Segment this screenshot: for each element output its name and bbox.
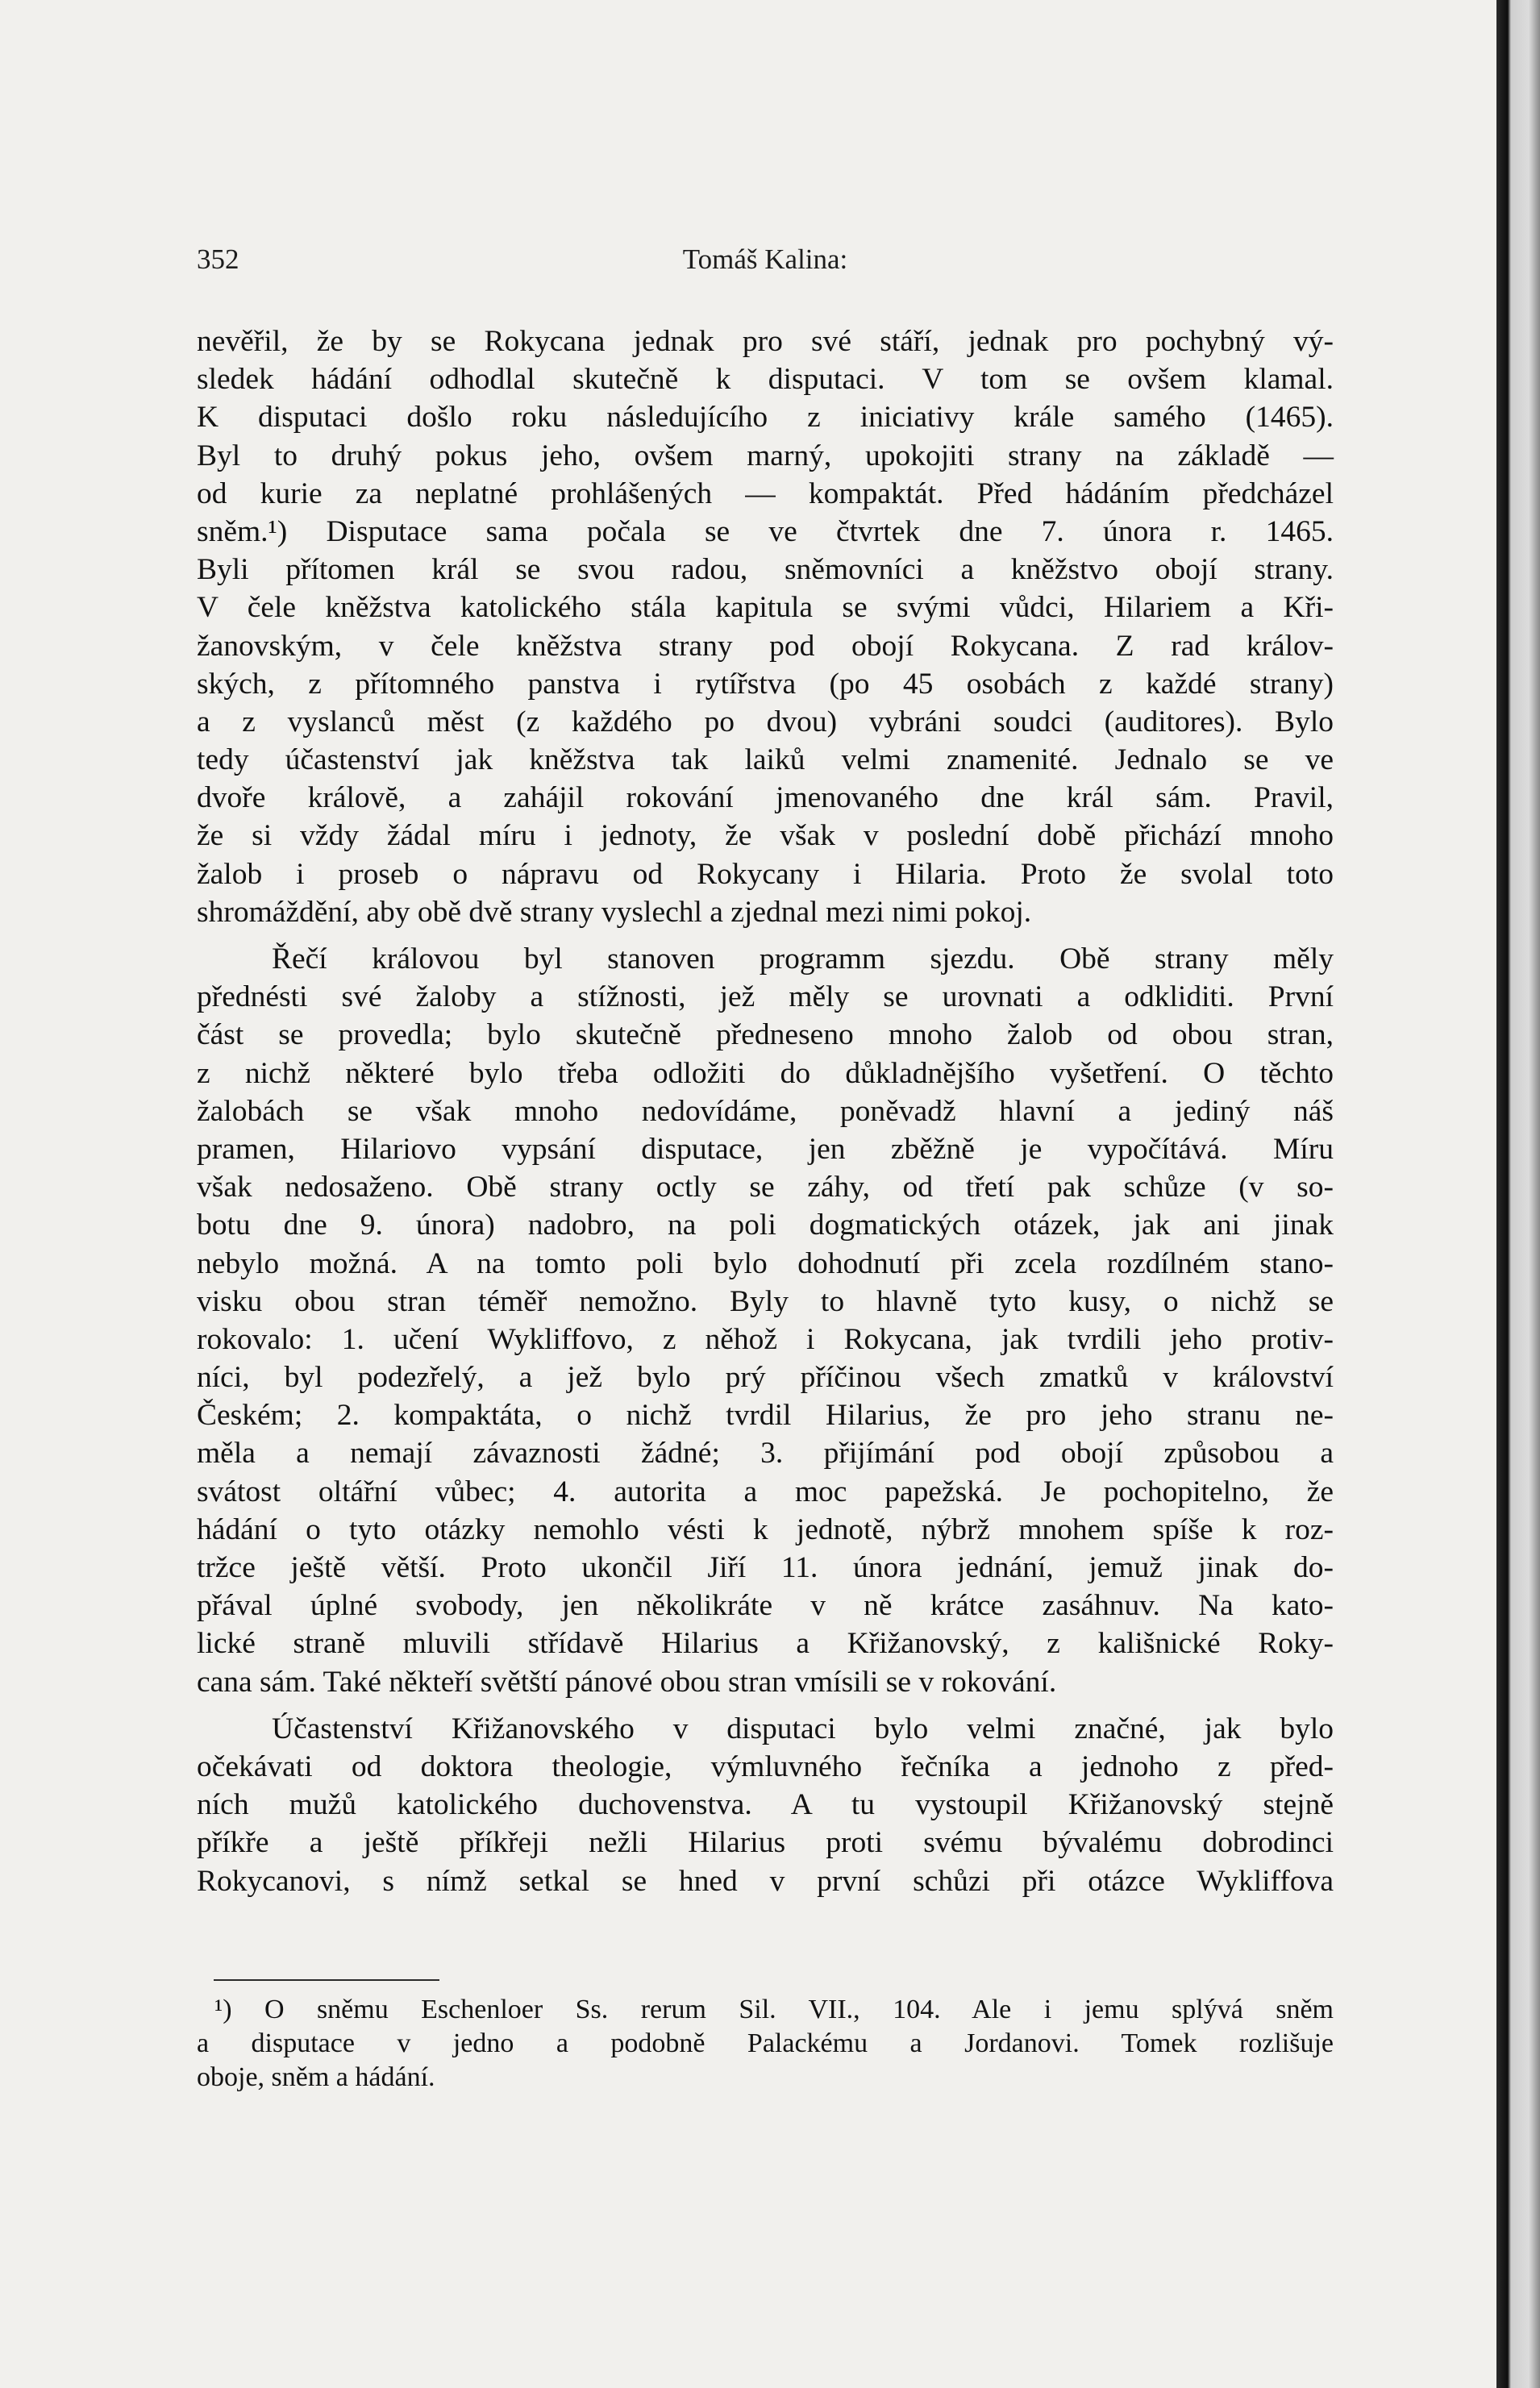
text-line: Rokycanovi, s nímž setkal se hned v první schůzi při otázce Wykliffova xyxy=(197,1864,1334,1898)
footnote-rule xyxy=(214,1979,439,1981)
text-line: lické straně mluvili střídavě Hilarius a Křižanovský, z kališnické Roky- xyxy=(197,1627,1334,1661)
text-line: dvoře královĕ, a zahájil rokování jmenovaného dne král sám. Pravil, xyxy=(197,781,1334,815)
text-line: příkře a ještě příkřeji nežli Hilarius proti svému bývalému dobrodinci xyxy=(197,1826,1334,1860)
text-line: pramen, Hilariovo vypsání disputace, jen zběžně je vypočítává. Míru xyxy=(197,1132,1334,1166)
text-line: od kurie za neplatné prohlášených — kompaktát. Před hádáním předcházel xyxy=(197,476,1334,510)
text-line: sněm.¹) Disputace sama počala se ve čtvrtek dne 7. února r. 1465. xyxy=(197,514,1334,548)
text-line: z nichž některé bylo třeba odložiti do důkladnějšího vyšetření. O těchto xyxy=(197,1056,1334,1090)
text-line: V čele kněžstva katolického stála kapitula se svými vůdci, Hilariem a Kři- xyxy=(197,591,1334,625)
text-line: však nedosaženo. Obě strany octly se záhy, od třetí pak schůze (v so- xyxy=(197,1171,1334,1204)
footnote-line: a disputace v jedno a podobně Palackému a Jordanovi. Tomek rozlišuje xyxy=(197,2028,1334,2058)
text-line: tedy účastenství jak kněžstva tak laiků velmi znamenité. Jednalo se ve xyxy=(197,743,1334,777)
text-line: nebylo možná. A na tomto poli bylo dohodnutí při zcela rozdílném stano- xyxy=(197,1246,1334,1280)
text-line: K disputaci došlo roku následujícího z iniciativy krále samého (1465). xyxy=(197,401,1334,435)
paragraph-1 xyxy=(197,322,1334,931)
text-line: žanovským, v čele kněžstva strany pod obojí Rokycana. Z rad králov- xyxy=(197,629,1334,663)
footnote-line: ¹) O sněmu Eschenloer Ss. rerum Sil. VII., 104. Ale i jemu splývá sněm xyxy=(214,1995,1334,2024)
text-line: níci, byl podezřelý, a jež bylo prý příčinou všech zmatků v království xyxy=(197,1361,1334,1395)
text-line: Řečí královou byl stanoven programm sjezdu. Obě strany měly xyxy=(272,942,1334,976)
text-line: že si vždy žádal míru i jednoty, že však v poslední době přichází mnoho xyxy=(197,819,1334,853)
text-line: Účastenství Křižanovského v disputaci bylo velmi značné, jak bylo xyxy=(272,1712,1334,1745)
page-header xyxy=(197,243,1334,284)
text-line: a z vyslanců měst (z každého po dvou) vybráni soudci (auditores). Bylo xyxy=(197,705,1334,738)
text-line: rokovalo: 1. učení Wykliffovo, z něhož i Rokycana, jak tvrdili jeho protiv- xyxy=(197,1322,1334,1356)
text-line: měla a nemají závaznosti žádné; 3. přijímání pod obojí způsobou a xyxy=(197,1437,1334,1471)
text-line: tržce ještě větší. Proto ukončil Jiří 11. února jednání, jemuž jinak do- xyxy=(197,1551,1334,1584)
text-line: část se provedla; bylo skutečně předneseno mnoho žalob od obou stran, xyxy=(197,1018,1334,1052)
text-line: ských, z přítomného panstva i rytířstva (po 45 osobách z každé strany) xyxy=(197,667,1334,701)
text-line: očekávati od doktora theologie, výmluvného řečníka a jednoho z před- xyxy=(197,1749,1334,1783)
body-text xyxy=(197,322,1334,1900)
text-line: žalob i proseb o nápravu od Rokycany i Hilaria. Proto že svolal toto xyxy=(197,857,1334,891)
paragraph-2 xyxy=(197,940,1334,1701)
text-line: přával úplné svobody, jen několikráte v ně krátce zasáhnuv. Na kato- xyxy=(197,1589,1334,1623)
text-line: svátost oltářní vůbec; 4. autorita a moc papežská. Je pochopitelno, že xyxy=(197,1475,1334,1508)
paragraph-3 xyxy=(197,1710,1334,1900)
text-line: Českém; 2. kompaktáta, o nichž tvrdil Hilarius, že pro jeho stranu ne- xyxy=(197,1399,1334,1433)
text-line: Byli přítomen král se svou radou, sněmovníci a kněžstvo obojí strany. xyxy=(197,553,1334,587)
running-head: Tomáš Kalina: xyxy=(682,243,848,275)
text-line: nevěřil, že by se Rokycana jednak pro své stáří, jednak pro pochybný vý- xyxy=(197,325,1334,358)
text-line: ních mužů katolického duchovenstva. A tu vystoupil Křižanovský stejně xyxy=(197,1788,1334,1822)
text-line: hádání o tyto otázky nemohlo vésti k jednotě, nýbrž mnohem spíše k roz- xyxy=(197,1512,1334,1546)
text-line: Byl to druhý pokus jeho, ovšem marný, upokojiti strany na základě — xyxy=(197,439,1334,472)
text-line: žalobách se však mnoho nedovídáme, poněvadž hlavní a jediný náš xyxy=(197,1094,1334,1128)
text-line: cana sám. Také někteří světští pánové obou stran vmísili se v rokování. xyxy=(197,1665,1057,1699)
footnote-line: oboje, sněm a hádání. xyxy=(197,2062,435,2092)
text-line: visku obou stran téměř nemožno. Byly to hlavně tyto kusy, o nichž se xyxy=(197,1284,1334,1318)
text-line: přednésti své žaloby a stížnosti, jež měly se urovnati a odkliditi. První xyxy=(197,980,1334,1014)
page-edge xyxy=(1496,0,1540,2388)
footnote xyxy=(197,1993,1334,2095)
text-line: botu dne 9. února) nadobro, na poli dogmatických otázek, jak ani jinak xyxy=(197,1209,1334,1242)
page-number: 352 xyxy=(197,243,239,275)
text-line: shromáždění, aby obě dvě strany vyslechl a zjednal mezi nimi pokoj. xyxy=(197,895,1032,929)
text-line: sledek hádání odhodlal skutečně k disputaci. V tom se ovšem klamal. xyxy=(197,363,1334,397)
